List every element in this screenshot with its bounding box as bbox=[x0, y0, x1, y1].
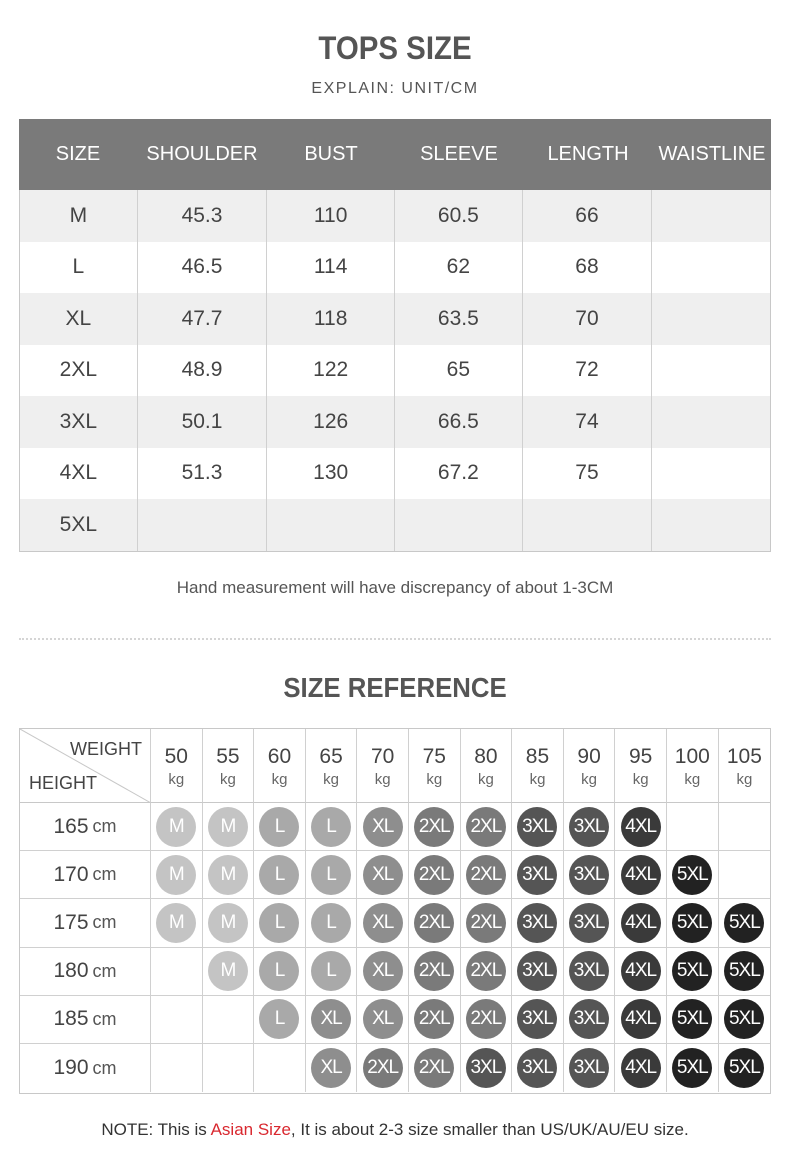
height-axis-label: HEIGHT bbox=[29, 773, 98, 793]
table-cell bbox=[523, 499, 653, 551]
height-row-header bbox=[20, 851, 151, 899]
weight-value: 75 bbox=[422, 745, 446, 768]
size-badge: XL bbox=[363, 999, 403, 1039]
grid-cell bbox=[512, 996, 564, 1044]
grid-cell bbox=[512, 948, 564, 996]
weight-value: 60 bbox=[267, 745, 292, 768]
weight-column-header bbox=[203, 729, 255, 803]
table-cell bbox=[138, 499, 268, 551]
size-badge: L bbox=[259, 999, 299, 1039]
table-row bbox=[20, 190, 770, 242]
grid-cell bbox=[461, 851, 513, 899]
table-cell bbox=[652, 190, 770, 242]
grid-cell bbox=[409, 803, 461, 851]
grid-cell bbox=[615, 851, 667, 899]
grid-cell bbox=[306, 803, 358, 851]
height-value: 175 bbox=[53, 910, 89, 934]
table-cell: 114 bbox=[267, 242, 395, 294]
table-cell: 47.7 bbox=[138, 293, 268, 345]
unit-explain-subtitle: EXPLAIN: UNIT/CM bbox=[311, 80, 479, 97]
table-cell: 68 bbox=[523, 242, 653, 294]
grid-cell bbox=[203, 851, 255, 899]
table-row bbox=[20, 396, 770, 448]
header-cell: LENGTH bbox=[547, 143, 629, 165]
tops-size-table bbox=[19, 119, 771, 552]
weight-column-header bbox=[719, 729, 771, 803]
weight-column-header bbox=[306, 729, 358, 803]
grid-cell bbox=[667, 851, 719, 899]
table-cell: M bbox=[20, 190, 138, 242]
table-cell: 51.3 bbox=[138, 448, 268, 500]
grid-cell bbox=[512, 1044, 564, 1092]
grid-cell bbox=[667, 948, 719, 996]
grid-cell bbox=[254, 803, 306, 851]
grid-cell bbox=[461, 1044, 513, 1092]
size-badge: 3XL bbox=[517, 903, 557, 943]
size-badge: L bbox=[311, 903, 351, 943]
grid-cell bbox=[512, 803, 564, 851]
grid-cell bbox=[409, 851, 461, 899]
grid-cell bbox=[615, 899, 667, 947]
grid-cell bbox=[254, 851, 306, 899]
grid-cell bbox=[667, 996, 719, 1044]
size-badge: 5XL bbox=[672, 1048, 712, 1088]
size-badge: L bbox=[259, 807, 299, 847]
height-unit: cm bbox=[92, 960, 117, 981]
table-cell: 45.3 bbox=[138, 190, 268, 242]
size-badge: 4XL bbox=[621, 951, 661, 991]
height-row-header bbox=[20, 803, 151, 851]
size-badge: M bbox=[208, 903, 248, 943]
weight-unit: kg bbox=[426, 771, 443, 788]
table-cell: 66 bbox=[523, 190, 653, 242]
grid-cell bbox=[306, 948, 358, 996]
size-badge: 2XL bbox=[363, 1048, 403, 1088]
asian-size-note bbox=[0, 1120, 790, 1140]
table-cell bbox=[652, 293, 770, 345]
table-row bbox=[20, 448, 770, 500]
grid-cell bbox=[461, 899, 513, 947]
grid-cell bbox=[409, 899, 461, 947]
height-value: 170 bbox=[53, 862, 89, 886]
note-prefix: NOTE: This is bbox=[101, 1120, 211, 1139]
measurement-note: Hand measurement will have discrepancy of about 1-3CM bbox=[176, 578, 614, 597]
table-cell: 65 bbox=[395, 345, 523, 397]
grid-cell bbox=[719, 803, 771, 851]
grid-corner-header bbox=[20, 729, 151, 803]
size-badge: 5XL bbox=[672, 951, 712, 991]
weight-unit: kg bbox=[477, 771, 494, 788]
table-cell bbox=[395, 499, 523, 551]
size-badge: 5XL bbox=[672, 903, 712, 943]
note-highlight: Asian Size bbox=[210, 1120, 291, 1139]
table-row bbox=[20, 499, 770, 551]
grid-cell bbox=[615, 996, 667, 1044]
size-badge: 3XL bbox=[517, 1048, 557, 1088]
height-unit: cm bbox=[92, 912, 117, 933]
grid-cell bbox=[151, 996, 203, 1044]
size-badge: L bbox=[259, 855, 299, 895]
size-badge: 3XL bbox=[569, 855, 609, 895]
grid-cell bbox=[306, 1044, 358, 1092]
size-badge: 3XL bbox=[569, 903, 609, 943]
size-reference-grid bbox=[19, 728, 771, 1094]
table-cell bbox=[652, 242, 770, 294]
grid-cell bbox=[615, 1044, 667, 1092]
size-badge: M bbox=[208, 807, 248, 847]
weight-column-header bbox=[512, 729, 564, 803]
size-badge: 3XL bbox=[569, 807, 609, 847]
grid-cell bbox=[151, 948, 203, 996]
table-cell: 3XL bbox=[20, 396, 138, 448]
table-cell: 62 bbox=[395, 242, 523, 294]
size-badge: L bbox=[311, 855, 351, 895]
grid-cell bbox=[564, 996, 616, 1044]
size-badge: 5XL bbox=[724, 1048, 764, 1088]
size-badge: 4XL bbox=[621, 855, 661, 895]
grid-cell bbox=[203, 803, 255, 851]
grid-cell bbox=[615, 948, 667, 996]
weight-unit: kg bbox=[529, 771, 546, 788]
weight-unit: kg bbox=[632, 771, 649, 788]
table-cell: 60.5 bbox=[395, 190, 523, 242]
table-row bbox=[20, 242, 770, 294]
size-badge: 2XL bbox=[414, 999, 454, 1039]
size-badge: 2XL bbox=[414, 951, 454, 991]
size-badge: 4XL bbox=[621, 999, 661, 1039]
grid-cell bbox=[461, 948, 513, 996]
height-unit: cm bbox=[92, 816, 117, 837]
weight-unit: kg bbox=[736, 771, 753, 788]
grid-cell bbox=[564, 851, 616, 899]
size-badge: 2XL bbox=[466, 855, 506, 895]
size-badge: 3XL bbox=[569, 1048, 609, 1088]
table-cell: 74 bbox=[523, 396, 653, 448]
grid-cell bbox=[254, 899, 306, 947]
height-row-header bbox=[20, 1044, 151, 1092]
grid-cell bbox=[151, 851, 203, 899]
size-badge: 2XL bbox=[466, 951, 506, 991]
height-row-header bbox=[20, 996, 151, 1044]
table-cell: 66.5 bbox=[395, 396, 523, 448]
size-badge: 2XL bbox=[414, 903, 454, 943]
grid-cell bbox=[719, 899, 771, 947]
size-badge: 5XL bbox=[672, 999, 712, 1039]
weight-value: 70 bbox=[371, 745, 395, 768]
grid-cell bbox=[151, 1044, 203, 1092]
tops-size-title: TOPS SIZE bbox=[318, 30, 472, 66]
weight-unit: kg bbox=[219, 771, 236, 788]
height-value: 185 bbox=[53, 1007, 89, 1031]
table-cell: 126 bbox=[267, 396, 395, 448]
grid-cell bbox=[203, 996, 255, 1044]
weight-unit: kg bbox=[271, 771, 288, 788]
size-badge: M bbox=[156, 855, 196, 895]
size-badge: L bbox=[311, 951, 351, 991]
size-badge: 2XL bbox=[414, 807, 454, 847]
size-badge: M bbox=[156, 903, 196, 943]
size-badge: 3XL bbox=[517, 999, 557, 1039]
size-badge: 2XL bbox=[414, 1048, 454, 1088]
grid-cell bbox=[719, 851, 771, 899]
grid-cell bbox=[719, 996, 771, 1044]
weight-value: 50 bbox=[164, 745, 188, 768]
grid-cell bbox=[512, 899, 564, 947]
size-badge: 5XL bbox=[724, 999, 764, 1039]
grid-cell bbox=[409, 1044, 461, 1092]
grid-cell bbox=[667, 899, 719, 947]
table-cell bbox=[652, 345, 770, 397]
weight-value: 55 bbox=[216, 745, 240, 768]
weight-unit: kg bbox=[684, 771, 701, 788]
grid-cell bbox=[203, 899, 255, 947]
size-badge: 5XL bbox=[724, 951, 764, 991]
grid-cell bbox=[409, 996, 461, 1044]
grid-cell bbox=[203, 1044, 255, 1092]
table-cell: 50.1 bbox=[138, 396, 268, 448]
size-badge: 3XL bbox=[569, 951, 609, 991]
note-suffix: , It is about 2-3 size smaller than US/UK/AU/EU size. bbox=[290, 1120, 689, 1139]
table-row bbox=[20, 345, 770, 397]
size-badge: XL bbox=[363, 807, 403, 847]
weight-value: 80 bbox=[474, 745, 498, 768]
size-badge: 2XL bbox=[466, 903, 506, 943]
grid-cell bbox=[254, 948, 306, 996]
size-badge: 3XL bbox=[517, 807, 557, 847]
table-cell: 2XL bbox=[20, 345, 138, 397]
size-badge: 3XL bbox=[466, 1048, 506, 1088]
table-cell: 5XL bbox=[20, 499, 138, 551]
table-cell: 75 bbox=[523, 448, 653, 500]
grid-cell bbox=[254, 996, 306, 1044]
grid-cell bbox=[306, 851, 358, 899]
grid-cell bbox=[357, 851, 409, 899]
tops-table-header bbox=[19, 119, 771, 190]
size-badge: M bbox=[156, 807, 196, 847]
size-badge: M bbox=[208, 855, 248, 895]
size-badge: M bbox=[208, 951, 248, 991]
table-cell bbox=[652, 396, 770, 448]
grid-cell bbox=[461, 996, 513, 1044]
size-badge: XL bbox=[311, 1048, 351, 1088]
weight-unit: kg bbox=[374, 771, 391, 788]
table-cell bbox=[652, 499, 770, 551]
weight-column-header bbox=[254, 729, 306, 803]
weight-value: 95 bbox=[629, 745, 653, 768]
weight-column-header bbox=[667, 729, 719, 803]
table-cell: 48.9 bbox=[138, 345, 268, 397]
size-badge: 5XL bbox=[724, 903, 764, 943]
weight-column-header bbox=[409, 729, 461, 803]
size-badge: 2XL bbox=[414, 855, 454, 895]
size-badge: 4XL bbox=[621, 903, 661, 943]
size-reference-title: SIZE REFERENCE bbox=[283, 672, 507, 703]
size-badge: L bbox=[259, 951, 299, 991]
grid-cell bbox=[512, 851, 564, 899]
weight-column-header bbox=[461, 729, 513, 803]
height-unit: cm bbox=[92, 1008, 117, 1029]
table-cell: 110 bbox=[267, 190, 395, 242]
header-cell: SHOULDER bbox=[146, 143, 258, 165]
grid-cell bbox=[357, 1044, 409, 1092]
table-cell: 63.5 bbox=[395, 293, 523, 345]
grid-cell bbox=[564, 1044, 616, 1092]
table-cell: 72 bbox=[523, 345, 653, 397]
size-badge: XL bbox=[311, 999, 351, 1039]
size-badge: 3XL bbox=[517, 855, 557, 895]
size-badge: L bbox=[311, 807, 351, 847]
header-cell: SLEEVE bbox=[420, 143, 498, 165]
height-value: 180 bbox=[53, 959, 89, 983]
table-cell: 4XL bbox=[20, 448, 138, 500]
grid-cell bbox=[564, 948, 616, 996]
size-badge: 4XL bbox=[621, 1048, 661, 1088]
grid-cell bbox=[357, 803, 409, 851]
height-row-header bbox=[20, 899, 151, 947]
table-cell: 118 bbox=[267, 293, 395, 345]
table-cell: 46.5 bbox=[138, 242, 268, 294]
size-badge: XL bbox=[363, 855, 403, 895]
size-badge: 2XL bbox=[466, 999, 506, 1039]
weight-value: 105 bbox=[726, 745, 762, 768]
header-cell: SIZE bbox=[55, 143, 101, 165]
weight-column-header bbox=[564, 729, 616, 803]
grid-cell bbox=[357, 899, 409, 947]
weight-column-header bbox=[151, 729, 203, 803]
size-badge: 3XL bbox=[569, 999, 609, 1039]
grid-cell bbox=[306, 899, 358, 947]
grid-cell bbox=[151, 899, 203, 947]
table-cell bbox=[652, 448, 770, 500]
weight-unit: kg bbox=[168, 771, 185, 788]
table-cell: 67.2 bbox=[395, 448, 523, 500]
table-cell: XL bbox=[20, 293, 138, 345]
header-cell: BUST bbox=[304, 143, 358, 165]
grid-cell bbox=[151, 803, 203, 851]
grid-cell bbox=[719, 948, 771, 996]
size-badge: 4XL bbox=[621, 807, 661, 847]
size-badge: 3XL bbox=[517, 951, 557, 991]
grid-cell bbox=[409, 948, 461, 996]
weight-column-header bbox=[357, 729, 409, 803]
size-badge: XL bbox=[363, 951, 403, 991]
table-row bbox=[20, 293, 770, 345]
size-badge: 5XL bbox=[672, 855, 712, 895]
size-badge: 2XL bbox=[466, 807, 506, 847]
tops-table-body bbox=[19, 190, 771, 552]
size-badge: XL bbox=[363, 903, 403, 943]
grid-cell bbox=[667, 803, 719, 851]
table-cell: 70 bbox=[523, 293, 653, 345]
grid-cell bbox=[564, 899, 616, 947]
weight-unit: kg bbox=[581, 771, 598, 788]
weight-value: 65 bbox=[319, 745, 343, 768]
grid-cell bbox=[719, 1044, 771, 1092]
table-cell: L bbox=[20, 242, 138, 294]
height-unit: cm bbox=[92, 1057, 117, 1078]
size-badge: L bbox=[259, 903, 299, 943]
table-cell bbox=[267, 499, 395, 551]
height-row-header bbox=[20, 948, 151, 996]
section-divider bbox=[19, 638, 771, 640]
height-value: 165 bbox=[53, 814, 89, 838]
grid-cell bbox=[203, 948, 255, 996]
weight-column-header bbox=[615, 729, 667, 803]
grid-cell bbox=[564, 803, 616, 851]
grid-cell bbox=[461, 803, 513, 851]
weight-value: 85 bbox=[525, 745, 550, 768]
weight-axis-label: WEIGHT bbox=[70, 739, 142, 759]
weight-unit: kg bbox=[323, 771, 340, 788]
weight-value: 90 bbox=[577, 745, 601, 768]
table-cell: 122 bbox=[267, 345, 395, 397]
weight-value: 100 bbox=[674, 745, 710, 768]
grid-cell bbox=[357, 996, 409, 1044]
height-unit: cm bbox=[92, 864, 117, 885]
grid-cell bbox=[306, 996, 358, 1044]
height-value: 190 bbox=[53, 1056, 89, 1080]
grid-cell bbox=[254, 1044, 306, 1092]
grid-cell bbox=[615, 803, 667, 851]
grid-cell bbox=[667, 1044, 719, 1092]
grid-cell bbox=[357, 948, 409, 996]
table-cell: 130 bbox=[267, 448, 395, 500]
header-cell: WAISTLINE bbox=[658, 143, 766, 165]
